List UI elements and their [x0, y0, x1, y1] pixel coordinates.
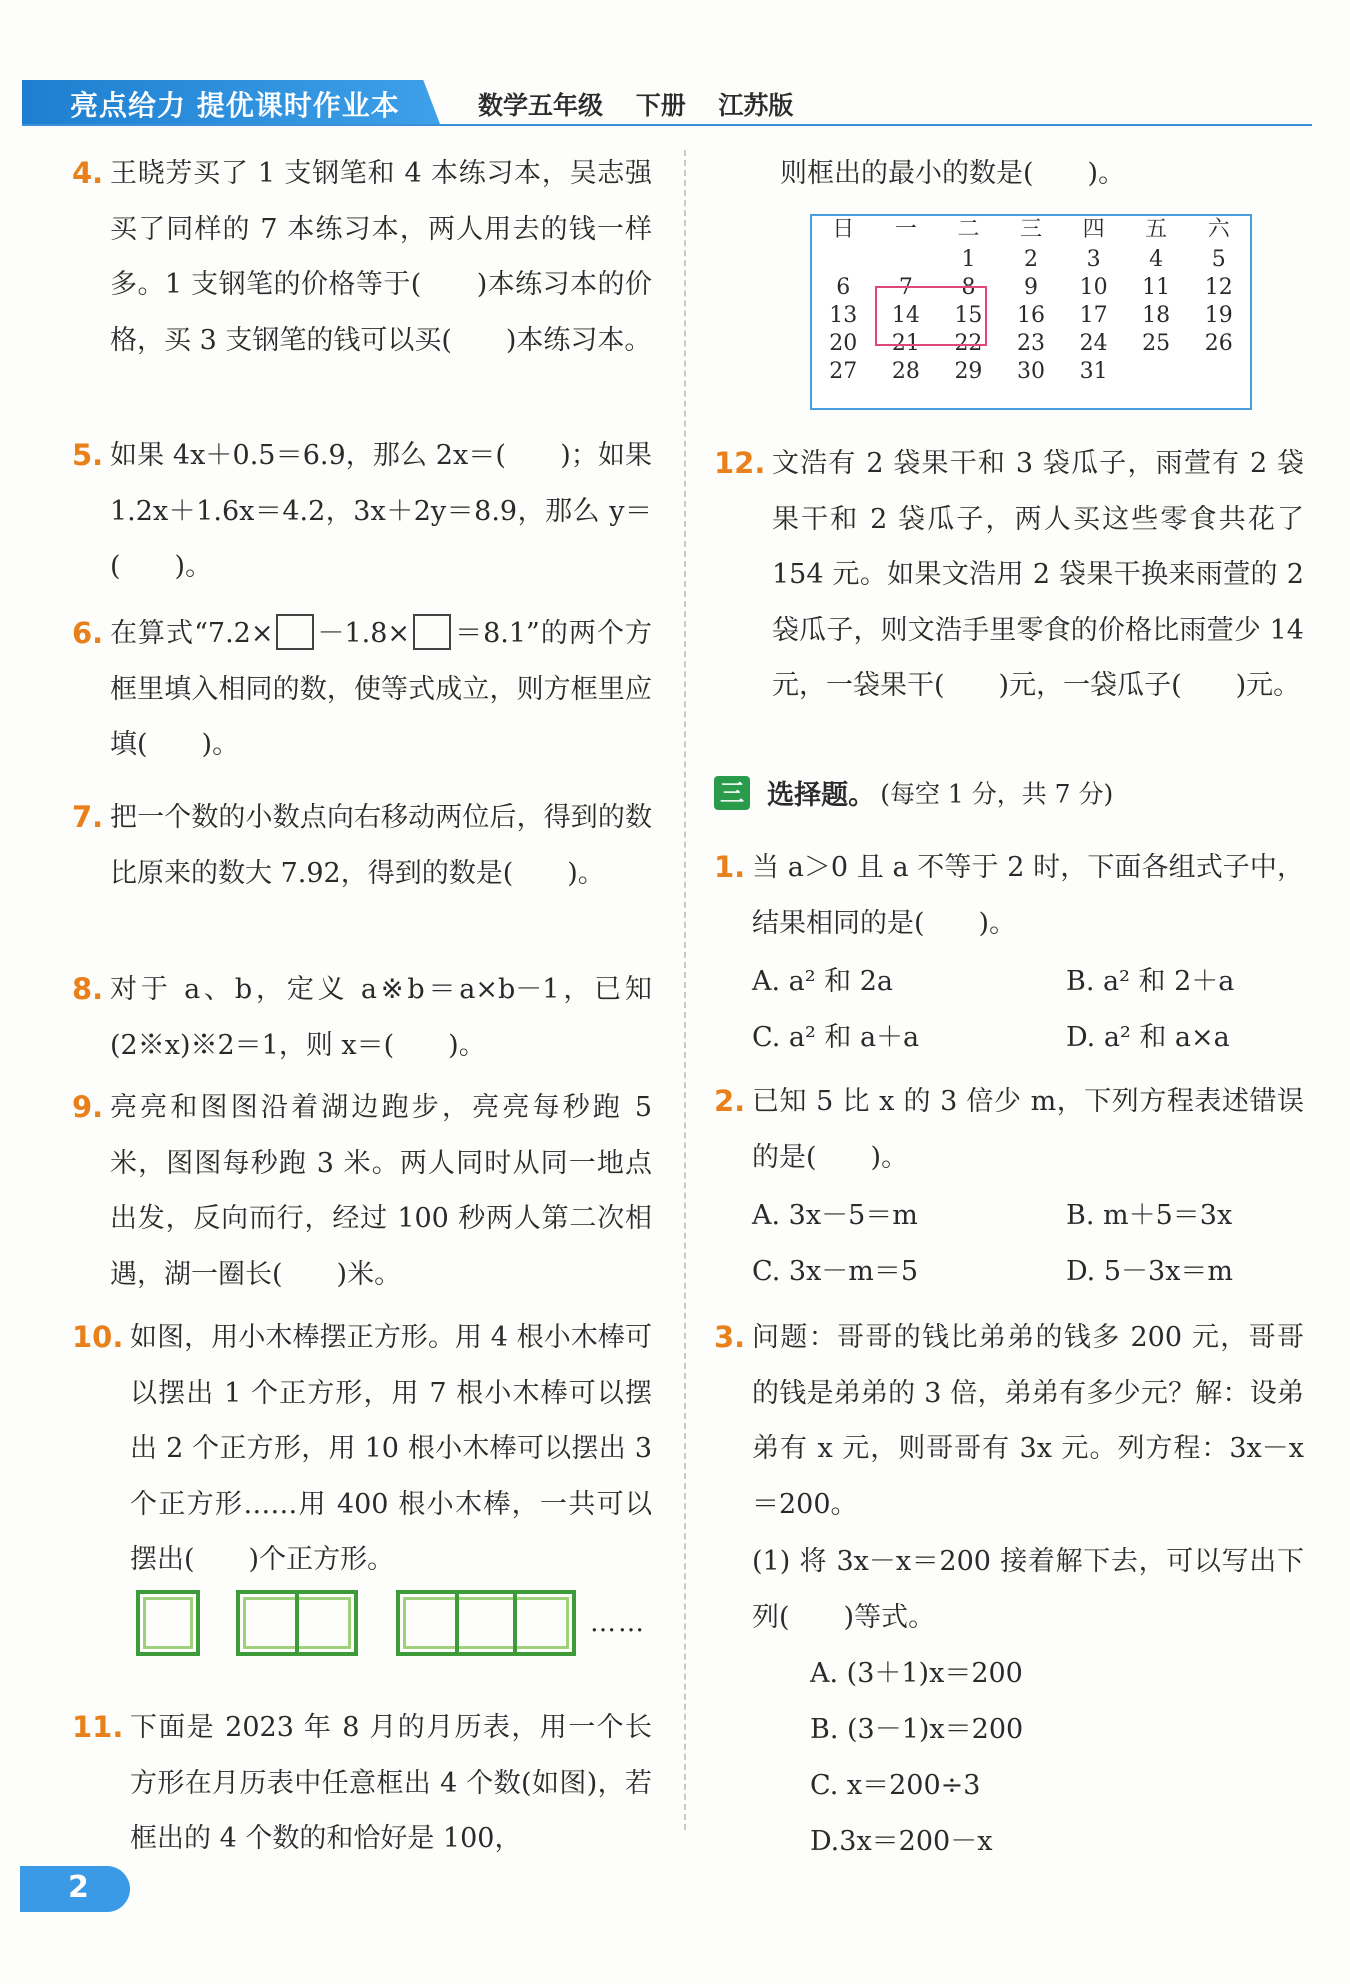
option-a[interactable]: A. 3x－5＝m	[752, 1200, 918, 1231]
question-number: 4.	[72, 156, 104, 190]
choice-2-options	[752, 1188, 1312, 1300]
question-text: 对于 a、b，定义 a※b＝a×b－1，已知(2※x)※2＝1，则 x＝( )。	[110, 974, 652, 1061]
question-11-continued	[780, 146, 1300, 202]
question-text: 当 a＞0 且 a 不等于 2 时，下面各组式子中，结果相同的是( )。	[752, 852, 1304, 939]
question-number: 8.	[72, 972, 104, 1006]
question-number: 11.	[72, 1710, 124, 1744]
section-number: 三	[714, 776, 750, 810]
question-4	[72, 146, 652, 368]
question-text: 如图，用小木棒摆正方形。用 4 根小木棒可以摆出 1 个正方形，用 7 根小木棒可以摆出 2 个正方形，用 10 根小木棒可以摆出 3 个正方形……用 400 根小木棒，一共可以摆出( )个正方形。	[130, 1322, 652, 1575]
choice-question-1	[714, 840, 1304, 951]
question-number: 7.	[72, 800, 104, 834]
option-b[interactable]: B. (3－1)x＝200	[810, 1714, 1024, 1745]
one-square	[136, 1590, 200, 1656]
two-squares	[236, 1590, 358, 1656]
question-9	[72, 1080, 652, 1302]
question-10	[72, 1310, 652, 1588]
choice-question-3-sub	[752, 1534, 1304, 1645]
question-7	[72, 790, 652, 901]
option-c[interactable]: C. a² 和 a＋a	[752, 1022, 920, 1053]
option-d[interactable]: D. a² 和 a×a	[1066, 1022, 1230, 1053]
page-number: 2	[68, 1870, 89, 1905]
calendar-row: 20 21 22 23 24 25 26	[829, 331, 1233, 356]
option-b[interactable]: B. a² 和 2＋a	[1066, 966, 1235, 997]
answer-box[interactable]	[276, 614, 314, 650]
question-5	[72, 428, 652, 595]
option-b[interactable]: B. m＋5＝3x	[1066, 1200, 1233, 1231]
question-6	[72, 606, 652, 773]
option-a[interactable]: A. a² 和 2a	[752, 966, 894, 997]
answer-box[interactable]	[413, 614, 451, 650]
question-text: 文浩有 2 袋果干和 3 袋瓜子，雨萱有 2 袋果干和 2 袋瓜子，两人买这些零食共花了 154 元。如果文浩用 2 袋果干换来雨萱的 2 袋瓜子，则文浩手里零食的价格比雨萱少 14 元，一袋果干( )元，一袋瓜子( )元。	[772, 448, 1304, 701]
option-d[interactable]: D. 5－3x＝m	[1066, 1256, 1234, 1287]
option-c[interactable]: C. x＝200÷3	[810, 1770, 981, 1801]
calendar-row: 13 14 15 16 17 18 19	[829, 303, 1233, 328]
choice-question-2	[714, 1074, 1304, 1185]
section-title: 选择题。	[767, 780, 876, 811]
choice-3-options	[810, 1646, 1290, 1870]
question-text: －1.8×	[317, 618, 411, 649]
question-text: 在算式“7.2×	[110, 618, 274, 649]
header-divider	[22, 124, 1312, 126]
question-8	[72, 962, 652, 1073]
question-text: 如果 4x＋0.5＝6.9，那么 2x＝( )；如果 1.2x＋1.6x＝4.2，3x＋2y＝8.9，那么 y＝( )。	[110, 440, 652, 582]
option-d[interactable]: D.3x＝200－x	[810, 1826, 993, 1857]
question-12	[714, 436, 1304, 714]
question-number: 5.	[72, 438, 104, 472]
header-subtitle: 数学五年级 下册 江苏版	[478, 91, 794, 120]
calendar-row: 1 2 3 4 5	[961, 247, 1226, 272]
question-text: 下面是 2023 年 8 月的月历表，用一个长方形在月历表中任意框出 4 个数(如图)，若框出的 4 个数的和恰好是 100，	[130, 1712, 652, 1854]
calendar-header-row: 日 一 二 三 四 五 六	[832, 217, 1230, 242]
option-a[interactable]: A. (3＋1)x＝200	[810, 1658, 1023, 1689]
three-squares	[396, 1590, 576, 1656]
question-text: 则框出的最小的数是( )。	[780, 158, 1126, 189]
section-3-header	[714, 773, 1113, 812]
column-divider	[684, 150, 686, 1830]
question-number: 12.	[714, 446, 766, 480]
question-text: 已知 5 比 x 的 3 倍少 m，下列方程表述错误的是( )。	[752, 1086, 1304, 1173]
choice-question-3	[714, 1310, 1304, 1532]
question-text: ＝8.1”的两个方框里填入相同的数，使等式成立，则方框里应填( )。	[110, 618, 652, 760]
option-c[interactable]: C. 3x－m＝5	[752, 1256, 919, 1287]
question-text: (1) 将 3x－x＝200 接着解下去，可以写出下列( )等式。	[752, 1546, 1304, 1633]
section-note: (每空 1 分，共 7 分)	[880, 779, 1114, 809]
choice-1-options	[752, 954, 1312, 1066]
question-text: 问题：哥哥的钱比弟弟的钱多 200 元，哥哥的钱是弟弟的 3 倍，弟弟有多少元？解：设弟弟有 x 元，则哥哥有 3x 元。列方程：3x－x＝200。	[752, 1322, 1304, 1520]
question-number: 3.	[714, 1320, 746, 1354]
question-text: 王晓芳买了 1 支钢笔和 4 本练习本，吴志强买了同样的 7 本练习本，两人用去的钱一样多。1 支钢笔的价格等于( )本练习本的价格，买 3 支钢笔的钱可以买( )本练习本。	[110, 158, 652, 356]
question-number: 2.	[714, 1084, 746, 1118]
header-brand: 亮点给力 提优课时作业本	[70, 89, 400, 122]
question-number: 6.	[72, 616, 104, 650]
question-number: 1.	[714, 850, 746, 884]
question-text: 把一个数的小数点向右移动两位后，得到的数比原来的数大 7.92，得到的数是( )。	[110, 802, 652, 889]
matchstick-squares-figure	[130, 1590, 670, 1660]
calendar-row: 27 28 29 30 31	[829, 359, 1108, 384]
calendar-row: 6 7 8 9 10 11 12	[836, 275, 1233, 300]
selection-rectangle	[875, 286, 987, 346]
ellipsis: ……	[590, 1608, 646, 1638]
question-text: 亮亮和图图沿着湖边跑步，亮亮每秒跑 5 米，图图每秒跑 3 米。两人同时从同一地点出发，反向而行，经过 100 秒两人第二次相遇，湖一圈长( )米。	[110, 1092, 652, 1290]
question-11	[72, 1700, 652, 1867]
question-number: 9.	[72, 1090, 104, 1124]
question-number: 10.	[72, 1320, 124, 1354]
august-calendar	[810, 214, 1252, 410]
